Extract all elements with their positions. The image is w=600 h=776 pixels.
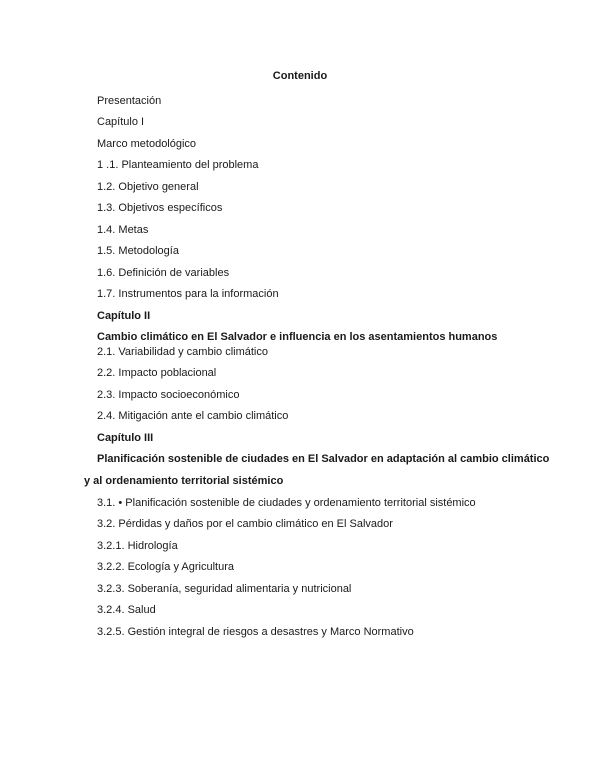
toc-chapter-2-heading: Capítulo II: [97, 310, 151, 322]
toc-entry-3-2-4: 3.2.4. Salud: [97, 604, 156, 616]
toc-entry-1-4: 1.4. Metas: [97, 224, 149, 236]
toc-entry-3-2-2: 3.2.2. Ecología y Agricultura: [97, 561, 234, 573]
toc-entry-2-2: 2.2. Impacto poblacional: [97, 367, 217, 379]
toc-entry-1-7: 1.7. Instrumentos para la información: [97, 288, 279, 300]
toc-entry-3-2: 3.2. Pérdidas y daños por el cambio climático en El Salvador: [97, 518, 393, 530]
toc-entry-capitulo-1: Capítulo I: [97, 116, 145, 128]
toc-entry-2-3: 2.3. Impacto socioeconómico: [97, 389, 240, 401]
toc-entry-3-2-5: 3.2.5. Gestión integral de riesgos a desastres y Marco Normativo: [97, 626, 414, 638]
toc-entry-1-3: 1.3. Objetivos específicos: [97, 202, 223, 214]
toc-entry-3-2-1: 3.2.1. Hidrología: [97, 540, 178, 552]
toc-entry-1-1: 1 .1. Planteamiento del problema: [97, 159, 259, 171]
toc-entry-3-2-3: 3.2.3. Soberanía, seguridad alimentaria y nutricional: [97, 583, 352, 595]
toc-title: Contenido: [272, 70, 328, 82]
toc-entry-1-6: 1.6. Definición de variables: [97, 267, 230, 279]
toc-entry-2-1: 2.1. Variabilidad y cambio climático: [97, 346, 268, 358]
toc-chapter-3-heading: Capítulo III: [97, 432, 154, 444]
toc-entry-1-5: 1.5. Metodología: [97, 245, 179, 257]
toc-chapter-3-title-line-2: y al ordenamiento territorial sistémico: [84, 475, 284, 487]
toc-entry-presentacion: Presentación: [97, 95, 162, 107]
toc-chapter-3-title-line-1: Planificación sostenible de ciudades en El Salvador en adaptación al cambio climático: [97, 453, 550, 465]
toc-entry-marco-metodologico: Marco metodológico: [97, 138, 197, 150]
toc-entry-1-2: 1.2. Objetivo general: [97, 181, 199, 193]
toc-entry-3-1: 3.1. • Planificación sostenible de ciudades y ordenamiento territorial sistémico: [97, 497, 476, 509]
toc-entry-2-4: 2.4. Mitigación ante el cambio climático: [97, 410, 289, 422]
toc-chapter-2-title: Cambio climático en El Salvador e influencia en los asentamientos humanos: [97, 331, 498, 343]
